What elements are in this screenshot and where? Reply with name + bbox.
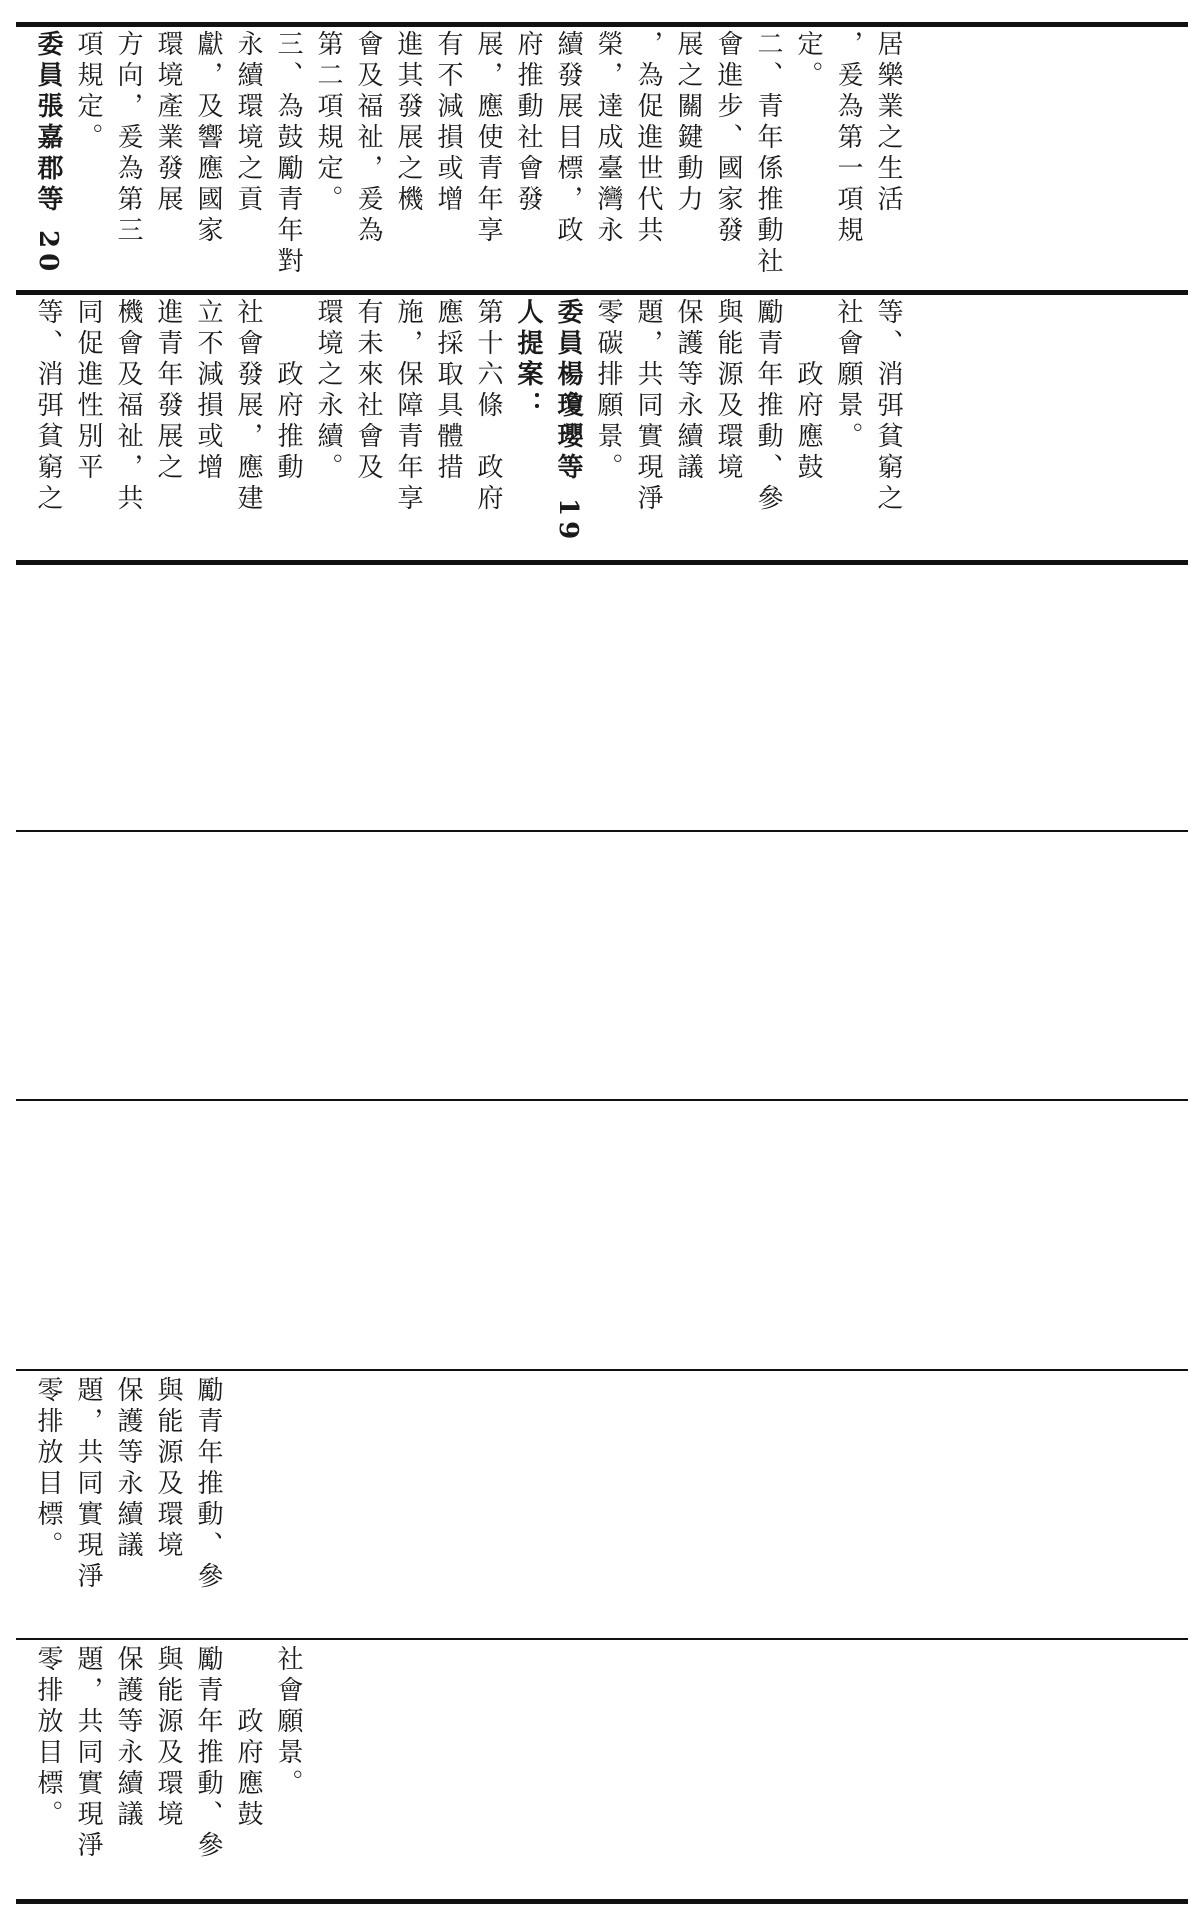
text-line: 與能源及環境 — [713, 298, 743, 484]
band-1 — [18, 30, 1190, 288]
text-line: 零排放目標。 — [33, 1645, 63, 1831]
text-line: 零排放目標。 — [33, 1376, 63, 1562]
text-line: 有未來社會及 — [353, 298, 383, 484]
text-line: 同促進性別平 — [73, 298, 103, 484]
text-line: 零碳排願景。 — [593, 298, 623, 484]
text-line: 社會願景。 — [833, 298, 863, 453]
text-line: 與能源及環境 — [153, 1376, 183, 1562]
text-line: 進其發展之機 — [393, 30, 423, 216]
rule-3 — [16, 830, 1188, 832]
text-line: 會進步、國家發 — [713, 30, 743, 247]
text-line: 展之關鍵動力 — [673, 30, 703, 216]
text-line: 二、青年係推動社 — [753, 30, 783, 278]
text-line: 定。 — [793, 30, 823, 92]
text-line: ，爰為第一項規 — [833, 30, 863, 247]
band-2 — [18, 298, 1190, 556]
text-line: 施，保障青年享 — [393, 298, 423, 515]
text-line: 續發展目標，政 — [553, 30, 583, 247]
text-line: 有不減損或增 — [433, 30, 463, 216]
text-line: 與能源及環境 — [153, 1645, 183, 1831]
band-6 — [18, 1645, 1190, 1895]
band-5 — [18, 1376, 1190, 1634]
text-line: 社會願景。 — [273, 1645, 303, 1800]
text-line: 等、消弭貧窮之 — [873, 298, 903, 515]
text-line: 勵青年推動、參 — [193, 1645, 223, 1862]
text-column — [28, 1376, 228, 1634]
text-line: 勵青年推動、參 — [753, 298, 783, 515]
text-line: 會及福祉，爰為 — [353, 30, 383, 247]
text-line: 三、為鼓勵青年對 — [273, 30, 303, 278]
text-line: 環境產業發展 — [153, 30, 183, 216]
text-line: 環境之永續。 — [313, 298, 343, 484]
text-line: 保護等永續議 — [113, 1376, 143, 1562]
rule-6 — [16, 1638, 1188, 1640]
bold-text-line: 委員楊瓊瓔等 19 — [553, 298, 583, 545]
text-line: 榮，達成臺灣永 — [593, 30, 623, 247]
text-line: 展，應使青年享 — [473, 30, 503, 247]
bottom-rule — [16, 1899, 1188, 1904]
text-line: 政府推動 — [273, 298, 303, 484]
text-line: 機會及福祉，共 — [113, 298, 143, 515]
text-line: 保護等永續議 — [113, 1645, 143, 1831]
text-column — [28, 30, 908, 288]
band-3 — [18, 566, 1190, 824]
text-line: 方向，爰為第三 — [113, 30, 143, 247]
text-column — [28, 1645, 308, 1895]
rule-1 — [16, 290, 1188, 295]
text-line: 保護等永續議 — [673, 298, 703, 484]
text-line: 立不減損或增 — [193, 298, 223, 484]
text-line: 府推動社會發 — [513, 30, 543, 216]
top-rule — [16, 22, 1188, 27]
text-line: 獻，及響應國家 — [193, 30, 223, 247]
text-line: 題，共同實現淨 — [73, 1376, 103, 1593]
bold-text-line: 人提案： — [513, 298, 543, 422]
band-4 — [18, 836, 1190, 1094]
text-line: 第二項規定。 — [313, 30, 343, 216]
text-column — [28, 298, 908, 556]
text-line: 政府應鼓 — [233, 1645, 263, 1831]
text-line: 政府應鼓 — [793, 298, 823, 484]
text-line: 永續環境之貢 — [233, 30, 263, 216]
bold-text-line: 委員張嘉郡等 20 — [33, 30, 63, 277]
rule-5 — [16, 1369, 1188, 1371]
rule-2 — [16, 560, 1188, 565]
text-line: 社會發展，應建 — [233, 298, 263, 515]
text-line: 等、消弭貧窮之 — [33, 298, 63, 515]
text-line: ，為促進世代共 — [633, 30, 663, 247]
text-line: 居樂業之生活 — [873, 30, 903, 216]
text-line: 題，共同實現淨 — [73, 1645, 103, 1862]
text-line: 勵青年推動、參 — [193, 1376, 223, 1593]
rule-4 — [16, 1099, 1188, 1101]
text-line: 項規定。 — [73, 30, 103, 154]
text-line: 應採取具體措 — [433, 298, 463, 484]
text-line: 第十六條 政府 — [473, 298, 503, 515]
text-line: 題，共同實現淨 — [633, 298, 663, 515]
text-line: 進青年發展之 — [153, 298, 183, 484]
